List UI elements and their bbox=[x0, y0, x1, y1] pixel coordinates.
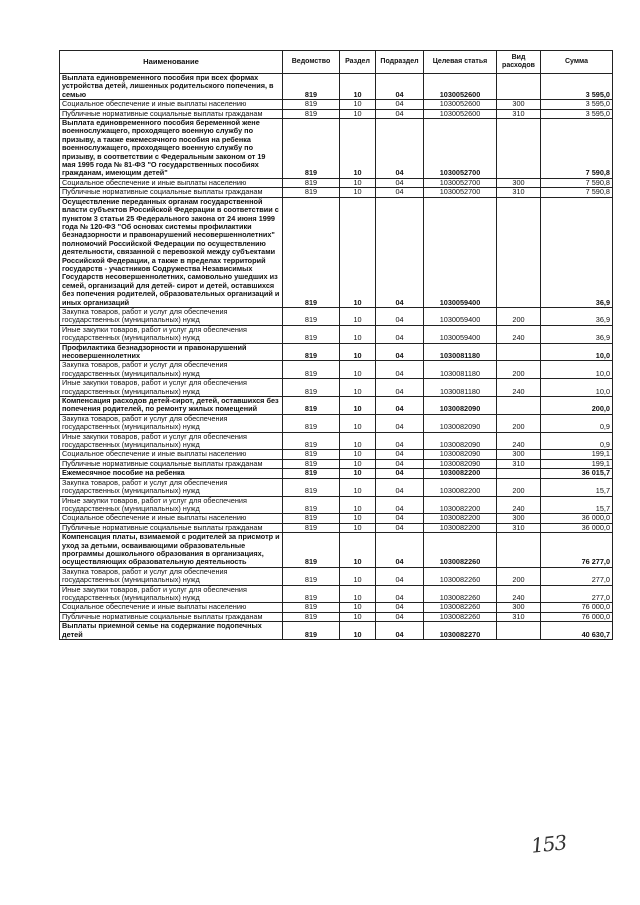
cell-exptype: 300 bbox=[497, 178, 541, 187]
cell-name: Закупка товаров, работ и услуг для обеспечения государственных (муниципальных) нужд bbox=[60, 361, 283, 379]
cell-name: Компенсация расходов детей-сирот, детей, оставшихся без попечения родителей, по ремонту жилых помещений bbox=[60, 397, 283, 415]
cell-name: Иные закупки товаров, работ и услуг для обеспечения государственных (муниципальных) нужд bbox=[60, 585, 283, 603]
cell-sum: 15,7 bbox=[541, 496, 613, 514]
cell-exptype: 200 bbox=[497, 414, 541, 432]
cell-section: 10 bbox=[340, 178, 376, 187]
cell-name: Социальное обеспечение и иные выплаты населению bbox=[60, 603, 283, 612]
table-row bbox=[60, 612, 613, 621]
header-section: Раздел bbox=[340, 51, 376, 74]
cell-target: 1030082260 bbox=[424, 533, 497, 568]
cell-exptype bbox=[497, 197, 541, 307]
cell-section: 10 bbox=[340, 622, 376, 640]
header-target: Целевая статья bbox=[424, 51, 497, 74]
cell-sum: 0,9 bbox=[541, 414, 613, 432]
table-row bbox=[60, 450, 613, 459]
table-row bbox=[60, 514, 613, 523]
cell-target: 1030052600 bbox=[424, 100, 497, 109]
cell-section: 10 bbox=[340, 414, 376, 432]
cell-dept: 819 bbox=[283, 567, 340, 585]
cell-sum: 36,9 bbox=[541, 197, 613, 307]
cell-dept: 819 bbox=[283, 478, 340, 496]
cell-section: 10 bbox=[340, 343, 376, 361]
cell-section: 10 bbox=[340, 478, 376, 496]
cell-exptype: 200 bbox=[497, 361, 541, 379]
cell-name: Закупка товаров, работ и услуг для обеспечения государственных (муниципальных) нужд bbox=[60, 307, 283, 325]
cell-target: 1030052700 bbox=[424, 119, 497, 179]
cell-section: 10 bbox=[340, 197, 376, 307]
cell-dept: 819 bbox=[283, 74, 340, 100]
cell-target: 1030082260 bbox=[424, 585, 497, 603]
cell-exptype: 200 bbox=[497, 478, 541, 496]
cell-target: 1030082090 bbox=[424, 414, 497, 432]
cell-section: 10 bbox=[340, 450, 376, 459]
cell-section: 10 bbox=[340, 397, 376, 415]
cell-sum: 199,1 bbox=[541, 459, 613, 468]
cell-target: 1030082200 bbox=[424, 523, 497, 532]
cell-target: 1030082090 bbox=[424, 397, 497, 415]
cell-section: 10 bbox=[340, 307, 376, 325]
cell-target: 1030082260 bbox=[424, 603, 497, 612]
table-row bbox=[60, 523, 613, 532]
cell-subsection: 04 bbox=[376, 379, 424, 397]
cell-name: Публичные нормативные социальные выплаты гражданам bbox=[60, 612, 283, 621]
cell-sum: 10,0 bbox=[541, 361, 613, 379]
cell-section: 10 bbox=[340, 496, 376, 514]
cell-exptype bbox=[497, 119, 541, 179]
cell-subsection: 04 bbox=[376, 496, 424, 514]
cell-sum: 36,9 bbox=[541, 325, 613, 343]
cell-name: Публичные нормативные социальные выплаты гражданам bbox=[60, 523, 283, 532]
cell-dept: 819 bbox=[283, 414, 340, 432]
cell-name: Осуществление переданных органам государственной власти субъектов Российской Федерации в соответствии с пунктом 3 статьи 25 Федерального закона от 24 июня 1999 года № 120-ФЗ "Об основах системы профилактики безнадзорности и правонарушений несовершеннолетних" полномочий Российской Федерации по осуществлению деятельности, связанной с перевозкой между субъектами Российской Федерации, а также в пределах территорий государств - участников Содружества Независимых Государств несовершеннолетних, самовольно ушедших из семей, организаций для детей- сирот и детей, оставшихся без попечения родителей, образовательных организаций и иных организаций bbox=[60, 197, 283, 307]
cell-dept: 819 bbox=[283, 397, 340, 415]
cell-exptype: 200 bbox=[497, 307, 541, 325]
cell-name: Социальное обеспечение и иные выплаты населению bbox=[60, 450, 283, 459]
cell-target: 1030081180 bbox=[424, 343, 497, 361]
cell-target: 1030052600 bbox=[424, 109, 497, 118]
table-row bbox=[60, 325, 613, 343]
cell-target: 1030082090 bbox=[424, 432, 497, 450]
cell-sum: 76 000,0 bbox=[541, 612, 613, 621]
cell-name: Социальное обеспечение и иные выплаты населению bbox=[60, 178, 283, 187]
cell-subsection: 04 bbox=[376, 469, 424, 478]
cell-sum: 15,7 bbox=[541, 478, 613, 496]
cell-name: Выплаты приемной семье на содержание подопечных детей bbox=[60, 622, 283, 640]
cell-target: 1030081180 bbox=[424, 379, 497, 397]
cell-sum: 36 015,7 bbox=[541, 469, 613, 478]
cell-subsection: 04 bbox=[376, 109, 424, 118]
cell-dept: 819 bbox=[283, 496, 340, 514]
cell-target: 1030082270 bbox=[424, 622, 497, 640]
cell-exptype bbox=[497, 74, 541, 100]
cell-subsection: 04 bbox=[376, 432, 424, 450]
cell-target: 1030082200 bbox=[424, 514, 497, 523]
cell-subsection: 04 bbox=[376, 325, 424, 343]
cell-exptype: 310 bbox=[497, 459, 541, 468]
header-name: Наименование bbox=[60, 51, 283, 74]
cell-dept: 819 bbox=[283, 533, 340, 568]
cell-dept: 819 bbox=[283, 343, 340, 361]
cell-section: 10 bbox=[340, 469, 376, 478]
cell-dept: 819 bbox=[283, 469, 340, 478]
cell-exptype bbox=[497, 622, 541, 640]
cell-sum: 277,0 bbox=[541, 585, 613, 603]
cell-target: 1030082200 bbox=[424, 496, 497, 514]
cell-section: 10 bbox=[340, 459, 376, 468]
cell-name: Публичные нормативные социальные выплаты гражданам bbox=[60, 188, 283, 197]
table-row bbox=[60, 469, 613, 478]
cell-sum: 7 590,8 bbox=[541, 188, 613, 197]
cell-section: 10 bbox=[340, 325, 376, 343]
cell-exptype bbox=[497, 343, 541, 361]
cell-exptype: 310 bbox=[497, 612, 541, 621]
cell-subsection: 04 bbox=[376, 188, 424, 197]
cell-sum: 36 000,0 bbox=[541, 523, 613, 532]
header-dept: Ведомство bbox=[283, 51, 340, 74]
cell-sum: 200,0 bbox=[541, 397, 613, 415]
cell-dept: 819 bbox=[283, 178, 340, 187]
cell-target: 1030059400 bbox=[424, 307, 497, 325]
table-row bbox=[60, 459, 613, 468]
cell-exptype: 300 bbox=[497, 450, 541, 459]
cell-target: 1030052600 bbox=[424, 74, 497, 100]
cell-target: 1030082200 bbox=[424, 478, 497, 496]
cell-dept: 819 bbox=[283, 119, 340, 179]
table-row bbox=[60, 432, 613, 450]
cell-subsection: 04 bbox=[376, 533, 424, 568]
table-row bbox=[60, 109, 613, 118]
cell-subsection: 04 bbox=[376, 622, 424, 640]
cell-name: Социальное обеспечение и иные выплаты населению bbox=[60, 514, 283, 523]
cell-section: 10 bbox=[340, 585, 376, 603]
cell-section: 10 bbox=[340, 100, 376, 109]
cell-exptype: 310 bbox=[497, 523, 541, 532]
cell-name: Ежемесячное пособие на ребенка bbox=[60, 469, 283, 478]
cell-section: 10 bbox=[340, 361, 376, 379]
table-row bbox=[60, 119, 613, 179]
cell-sum: 277,0 bbox=[541, 567, 613, 585]
cell-dept: 819 bbox=[283, 450, 340, 459]
cell-name: Закупка товаров, работ и услуг для обеспечения государственных (муниципальных) нужд bbox=[60, 567, 283, 585]
cell-sum: 3 595,0 bbox=[541, 109, 613, 118]
table-row bbox=[60, 379, 613, 397]
cell-target: 1030082260 bbox=[424, 612, 497, 621]
cell-name: Публичные нормативные социальные выплаты гражданам bbox=[60, 109, 283, 118]
cell-section: 10 bbox=[340, 119, 376, 179]
table-row bbox=[60, 567, 613, 585]
cell-subsection: 04 bbox=[376, 178, 424, 187]
cell-sum: 10,0 bbox=[541, 379, 613, 397]
cell-target: 1030082260 bbox=[424, 567, 497, 585]
cell-section: 10 bbox=[340, 432, 376, 450]
cell-target: 1030082090 bbox=[424, 459, 497, 468]
cell-exptype bbox=[497, 533, 541, 568]
cell-dept: 819 bbox=[283, 109, 340, 118]
cell-section: 10 bbox=[340, 567, 376, 585]
cell-subsection: 04 bbox=[376, 397, 424, 415]
table-row bbox=[60, 585, 613, 603]
cell-target: 1030082200 bbox=[424, 469, 497, 478]
cell-subsection: 04 bbox=[376, 197, 424, 307]
cell-dept: 819 bbox=[283, 603, 340, 612]
cell-subsection: 04 bbox=[376, 119, 424, 179]
table-header-row bbox=[60, 51, 613, 74]
cell-sum: 76 277,0 bbox=[541, 533, 613, 568]
cell-sum: 199,1 bbox=[541, 450, 613, 459]
cell-subsection: 04 bbox=[376, 74, 424, 100]
header-exptype: Вид расходов bbox=[497, 51, 541, 74]
cell-exptype: 300 bbox=[497, 514, 541, 523]
cell-dept: 819 bbox=[283, 379, 340, 397]
cell-subsection: 04 bbox=[376, 414, 424, 432]
cell-name: Иные закупки товаров, работ и услуг для обеспечения государственных (муниципальных) нужд bbox=[60, 432, 283, 450]
cell-target: 1030052700 bbox=[424, 178, 497, 187]
cell-section: 10 bbox=[340, 379, 376, 397]
table-row bbox=[60, 478, 613, 496]
table-row bbox=[60, 188, 613, 197]
cell-target: 1030059400 bbox=[424, 325, 497, 343]
cell-subsection: 04 bbox=[376, 585, 424, 603]
cell-name: Выплата единовременного пособия беременной жене военнослужащего, проходящего военную службу по призыву, а также ежемесячного пособия на ребенка военнослужащего, проходящего военную службу по призыву, в соответствии с Федеральным законом от 19 мая 1995 года № 81-ФЗ "О государственных пособиях гражданам, имеющим детей" bbox=[60, 119, 283, 179]
cell-name: Профилактика безнадзорности и правонарушений несовершеннолетних bbox=[60, 343, 283, 361]
cell-exptype: 300 bbox=[497, 100, 541, 109]
cell-exptype bbox=[497, 469, 541, 478]
cell-sum: 10,0 bbox=[541, 343, 613, 361]
table-row bbox=[60, 74, 613, 100]
cell-subsection: 04 bbox=[376, 307, 424, 325]
table-row bbox=[60, 307, 613, 325]
cell-target: 1030082090 bbox=[424, 450, 497, 459]
cell-exptype: 300 bbox=[497, 603, 541, 612]
cell-sum: 0,9 bbox=[541, 432, 613, 450]
cell-sum: 7 590,8 bbox=[541, 119, 613, 179]
cell-name: Компенсация платы, взимаемой с родителей за присмотр и уход за детьми, осваивающими образовательные программы дошкольного образования в организациях, осуществляющих образовательную деятельность bbox=[60, 533, 283, 568]
cell-section: 10 bbox=[340, 109, 376, 118]
cell-dept: 819 bbox=[283, 325, 340, 343]
cell-target: 1030081180 bbox=[424, 361, 497, 379]
cell-subsection: 04 bbox=[376, 361, 424, 379]
cell-section: 10 bbox=[340, 523, 376, 532]
cell-name: Социальное обеспечение и иные выплаты населению bbox=[60, 100, 283, 109]
cell-exptype: 310 bbox=[497, 109, 541, 118]
table-row bbox=[60, 414, 613, 432]
table-row bbox=[60, 100, 613, 109]
table-row bbox=[60, 361, 613, 379]
table-row bbox=[60, 343, 613, 361]
cell-subsection: 04 bbox=[376, 459, 424, 468]
cell-dept: 819 bbox=[283, 585, 340, 603]
cell-section: 10 bbox=[340, 188, 376, 197]
cell-exptype: 240 bbox=[497, 432, 541, 450]
table-row bbox=[60, 197, 613, 307]
cell-subsection: 04 bbox=[376, 100, 424, 109]
cell-subsection: 04 bbox=[376, 612, 424, 621]
cell-dept: 819 bbox=[283, 361, 340, 379]
cell-name: Публичные нормативные социальные выплаты гражданам bbox=[60, 459, 283, 468]
cell-subsection: 04 bbox=[376, 343, 424, 361]
cell-sum: 36,9 bbox=[541, 307, 613, 325]
cell-subsection: 04 bbox=[376, 514, 424, 523]
table-row bbox=[60, 496, 613, 514]
cell-dept: 819 bbox=[283, 307, 340, 325]
cell-sum: 36 000,0 bbox=[541, 514, 613, 523]
page-number: 153 bbox=[529, 830, 568, 858]
cell-exptype: 200 bbox=[497, 567, 541, 585]
cell-name: Иные закупки товаров, работ и услуг для обеспечения государственных (муниципальных) нужд bbox=[60, 496, 283, 514]
cell-section: 10 bbox=[340, 603, 376, 612]
header-sum: Сумма bbox=[541, 51, 613, 74]
cell-dept: 819 bbox=[283, 197, 340, 307]
cell-sum: 3 595,0 bbox=[541, 100, 613, 109]
cell-dept: 819 bbox=[283, 432, 340, 450]
cell-name: Иные закупки товаров, работ и услуг для обеспечения государственных (муниципальных) нужд bbox=[60, 379, 283, 397]
cell-target: 1030052700 bbox=[424, 188, 497, 197]
table-row bbox=[60, 622, 613, 640]
cell-sum: 76 000,0 bbox=[541, 603, 613, 612]
cell-dept: 819 bbox=[283, 459, 340, 468]
cell-exptype: 240 bbox=[497, 585, 541, 603]
cell-name: Закупка товаров, работ и услуг для обеспечения государственных (муниципальных) нужд bbox=[60, 414, 283, 432]
cell-dept: 819 bbox=[283, 612, 340, 621]
cell-name: Закупка товаров, работ и услуг для обеспечения государственных (муниципальных) нужд bbox=[60, 478, 283, 496]
table-row bbox=[60, 533, 613, 568]
table-row bbox=[60, 178, 613, 187]
cell-subsection: 04 bbox=[376, 478, 424, 496]
cell-exptype: 240 bbox=[497, 496, 541, 514]
cell-dept: 819 bbox=[283, 100, 340, 109]
table-body bbox=[60, 74, 613, 640]
cell-target: 1030059400 bbox=[424, 197, 497, 307]
cell-section: 10 bbox=[340, 533, 376, 568]
cell-exptype bbox=[497, 397, 541, 415]
cell-subsection: 04 bbox=[376, 603, 424, 612]
cell-sum: 40 630,7 bbox=[541, 622, 613, 640]
cell-section: 10 bbox=[340, 612, 376, 621]
cell-subsection: 04 bbox=[376, 450, 424, 459]
table-row bbox=[60, 397, 613, 415]
cell-name: Выплата единовременного пособия при всех формах устройства детей, лишенных родительского попечения, в семью bbox=[60, 74, 283, 100]
cell-exptype: 240 bbox=[497, 379, 541, 397]
cell-dept: 819 bbox=[283, 514, 340, 523]
cell-name: Иные закупки товаров, работ и услуг для обеспечения государственных (муниципальных) нужд bbox=[60, 325, 283, 343]
cell-section: 10 bbox=[340, 514, 376, 523]
cell-sum: 3 595,0 bbox=[541, 74, 613, 100]
cell-subsection: 04 bbox=[376, 523, 424, 532]
cell-dept: 819 bbox=[283, 523, 340, 532]
cell-exptype: 240 bbox=[497, 325, 541, 343]
cell-subsection: 04 bbox=[376, 567, 424, 585]
cell-sum: 7 590,8 bbox=[541, 178, 613, 187]
table-row bbox=[60, 603, 613, 612]
cell-dept: 819 bbox=[283, 188, 340, 197]
budget-table bbox=[59, 50, 613, 640]
header-subsection: Подраздел bbox=[376, 51, 424, 74]
cell-exptype: 310 bbox=[497, 188, 541, 197]
cell-section: 10 bbox=[340, 74, 376, 100]
cell-dept: 819 bbox=[283, 622, 340, 640]
